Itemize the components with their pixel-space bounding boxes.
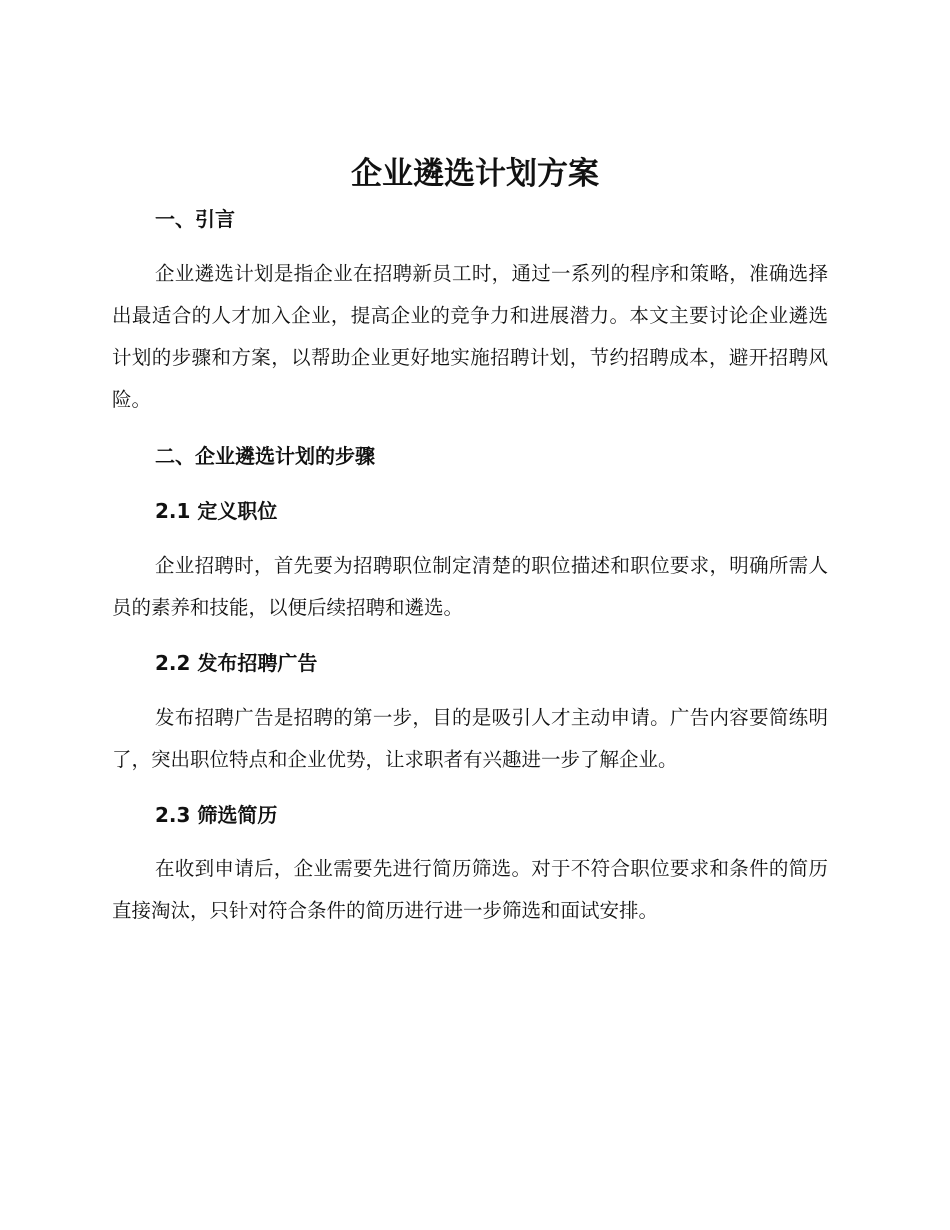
publish-ad-paragraph: 发布招聘广告是招聘的第一步，目的是吸引人才主动申请。广告内容要简练明了，突出职位特点和企业优势，让求职者有兴趣进一步了解企业。 — [112, 706, 828, 771]
introduction-paragraph: 企业遴选计划是指企业在招聘新员工时，通过一系列的程序和策略，准确选择出最适合的人才加入企业，提高企业的竞争力和进展潜力。本文主要讨论企业遴选计划的步骤和方案，以帮助企业更好地实施招聘计划，节约招聘成本，避开招聘风险。 — [112, 262, 828, 411]
subsection-heading-define-position: 2.1 定义职位 — [155, 499, 278, 523]
section-heading-steps: 二、企业遴选计划的步骤 — [155, 444, 375, 468]
section-heading-introduction: 一、引言 — [155, 207, 235, 231]
screen-resumes-paragraph: 在收到申请后，企业需要先进行简历筛选。对于不符合职位要求和条件的简历直接淘汰，只针对符合条件的简历进行进一步筛选和面试安排。 — [112, 857, 828, 922]
define-position-paragraph: 企业招聘时，首先要为招聘职位制定清楚的职位描述和职位要求，明确所需人员的素养和技能，以便后续招聘和遴选。 — [112, 554, 828, 619]
subsection-heading-publish-ad: 2.2 发布招聘广告 — [155, 651, 318, 675]
document-title: 企业遴选计划方案 — [351, 156, 599, 192]
subsection-heading-screen-resumes: 2.3 筛选简历 — [155, 803, 278, 827]
